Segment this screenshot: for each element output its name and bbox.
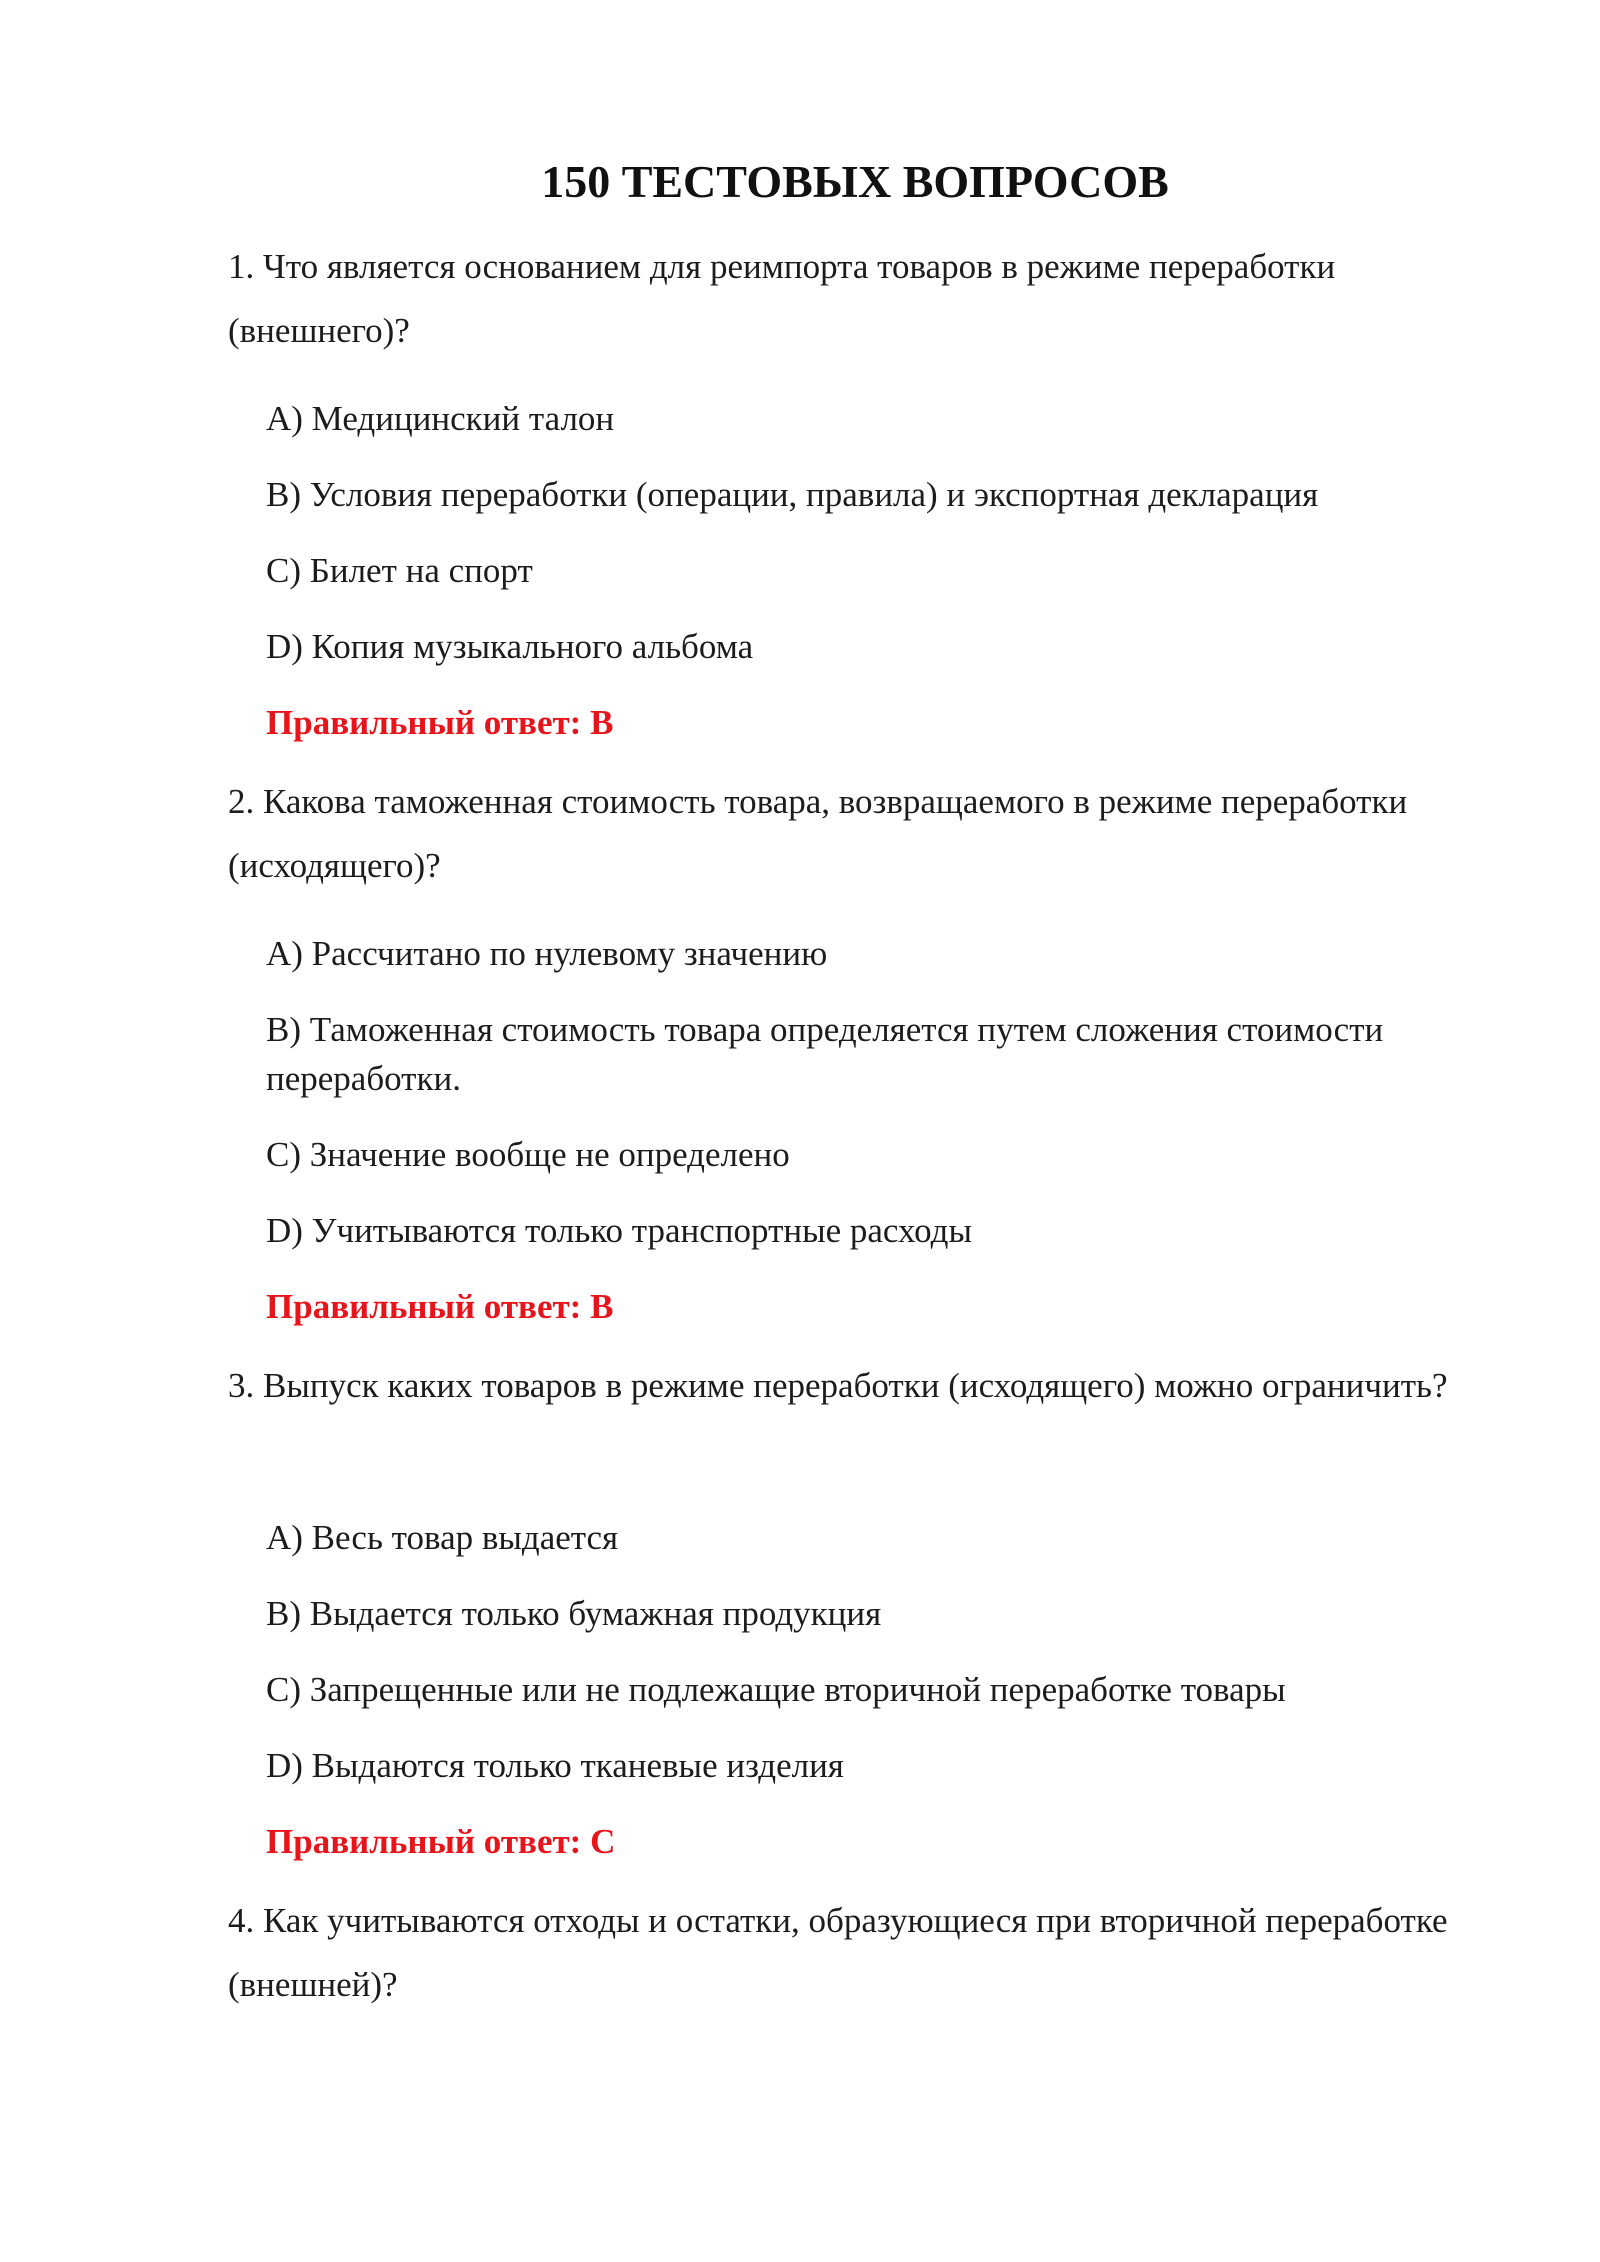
question-4-text: 4. Как учитываются отходы и остатки, образующиеся при вторичной переработке (внешней)? (228, 1901, 1448, 2004)
question-2-option-b: B) Таможенная стоимость товара определяется путем сложения стоимости переработки. (266, 1010, 1384, 1098)
question-3-option-c: C) Запрещенные или не подлежащие вторичной переработке товары (266, 1670, 1286, 1709)
question-1-option-d: D) Копия музыкального альбома (266, 627, 754, 666)
question-3-option-d: D) Выдаются только тканевые изделия (266, 1746, 844, 1785)
question-3-answer: Правильный ответ: C (266, 1822, 616, 1861)
question-1-text: 1. Что является основанием для реимпорта товаров в режиме переработки (внешнего)? (228, 247, 1336, 350)
question-1-answer: Правильный ответ: B (266, 703, 614, 742)
question-1-option-a: A) Медицинский талон (266, 399, 615, 438)
question-1-option-b: B) Условия переработки (операции, правила) и экспортная декларация (266, 475, 1319, 514)
page-title: 150 ТЕСТОВЫХ ВОПРОСОВ (541, 156, 1169, 207)
question-2-option-a: A) Рассчитано по нулевому значению (266, 934, 828, 973)
question-3-text: 3. Выпуск каких товаров в режиме переработки (исходящего) можно ограничить? (228, 1366, 1448, 1405)
question-3-option-b: B) Выдается только бумажная продукция (266, 1594, 882, 1633)
question-3-option-a: A) Весь товар выдается (266, 1518, 619, 1557)
question-2-answer: Правильный ответ: B (266, 1287, 614, 1326)
question-2-option-c: C) Значение вообще не определено (266, 1135, 790, 1174)
question-1-option-c: C) Билет на спорт (266, 551, 533, 590)
question-2-text: 2. Какова таможенная стоимость товара, возвращаемого в режиме переработки (исходящего)? (228, 782, 1408, 885)
question-2-option-d: D) Учитываются только транспортные расходы (266, 1211, 972, 1250)
